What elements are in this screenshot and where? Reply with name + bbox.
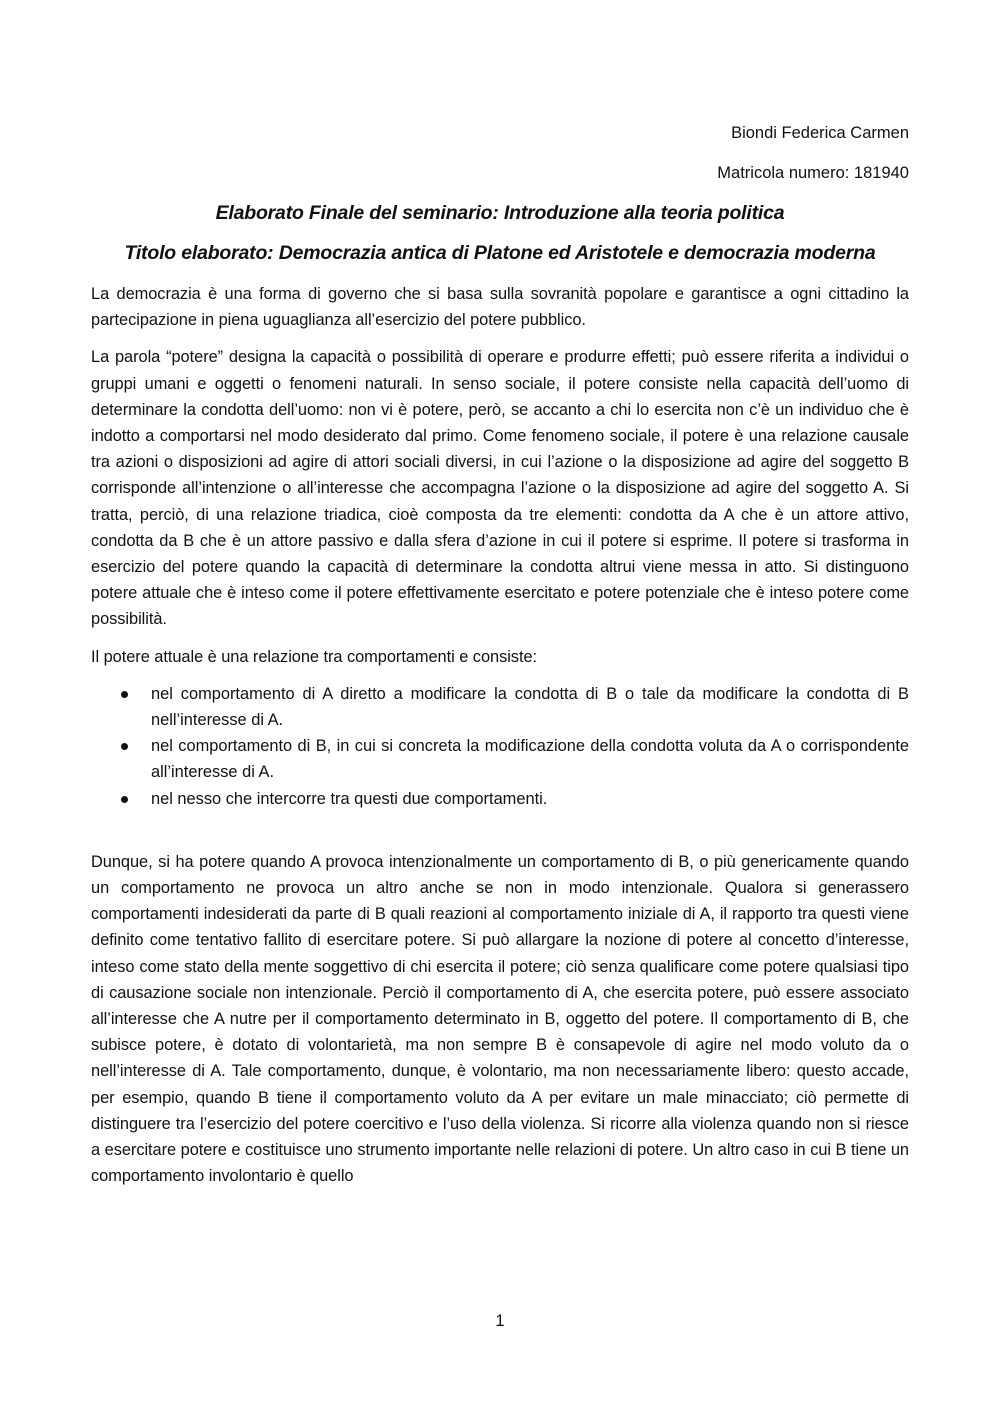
list-item — [91, 733, 909, 785]
paragraph-conclusion: Dunque, si ha potere quando A provoca intenzionalmente un comportamento di B, o più genericamente quando un comportamento ne provoca un altro anche se non in modo intenzionale. Qualora si generassero comportamenti indesiderati da parte di B quali reazioni al comportamento iniziale di A, il rapporto tra questi viene definito come tentativo fallito di esercitare potere. Si può allargare la nozione di potere al concetto d’interesse, inteso come stato della mente soggettivo di chi esercita il potere; ciò senza qualificare come potere qualsiasi tipo di causazione sociale non intenzionale. Perciò il comportamento di A, che esercita potere, può essere associato all’interesse che A nutre per il comportamento determinato in B, oggetto del potere. Il comportamento di B, che subisce potere, è dotato di volontarietà, ma non sempre B è consapevole di agire nel modo voluto da o nell’interesse di A. Tale comportamento, dunque, è volontario, ma non necessariamente libero: questo accade, per esempio, quando B tiene il comportamento voluto da A per evitare un male minacciato; ciò permette di distinguere tra l’esercizio del potere coercitivo e l’uso della violenza. Si ricorre alla violenza quando non si riesce a esercitare potere e costituisce uno strumento importante nelle relazioni di potere. Un altro caso in cui B tiene un comportamento involontario è quello — [91, 852, 909, 1186]
list-item-text: nel comportamento di A diretto a modificare la condotta di B o tale da modificare la condotta di B nell’interesse di A. — [151, 684, 909, 730]
bullet-icon — [121, 691, 128, 698]
list-item-text: nel nesso che intercorre tra questi due comportamenti. — [151, 789, 548, 808]
page-content — [91, 119, 909, 1201]
blank-line — [91, 812, 909, 849]
student-id: Matricola numero: 181940 — [717, 164, 909, 182]
thesis-title: Titolo elaborato: Democrazia antica di Platone ed Aristotele e democrazia moderna — [124, 242, 876, 264]
list-item — [91, 681, 909, 733]
paragraph-actual-power: Il potere attuale è una relazione tra comportamenti e consiste: — [91, 647, 538, 666]
list-item-text: nel comportamento di B, in cui si concreta la modificazione della condotta voluta da A o corrispondente all’interesse di A. — [151, 737, 909, 782]
paragraph-intro: La democrazia è una forma di governo che si basa sulla sovranità popolare e garantisce a ogni cittadino la partecipazione in piena uguaglianza all’esercizio del potere pubblico. — [91, 285, 909, 330]
bullet-icon — [121, 743, 128, 750]
author-name: Biondi Federica Carmen — [731, 124, 909, 142]
paragraph-power-definition: La parola “potere” designa la capacità o possibilità di operare e produrre effetti; può essere riferita a individui o gruppi umani e oggetti o fenomeni naturali. In senso sociale, il potere consiste nella capacità dell’uomo di determinare la condotta dell’uomo: non vi è potere, però, se accanto a chi lo esercita non c’è un individuo che è indotto a comportarsi nel modo desiderato dal primo. Come fenomeno sociale, il potere è una relazione causale tra azioni o disposizioni ad agire di attori sociali diversi, in cui l’azione o la disposizione ad agire del soggetto B corrisponde all’intenzione o all’interesse che accompagna l’azione o la disposizione ad agire del soggetto A. Si tratta, perciò, di una relazione triadica, cioè composta da tre elementi: condotta da A che è un attore attivo, condotta da B che è un attore passivo e dalla sfera d’azione in cui il potere si esprime. Il potere si trasforma in esercizio del potere quando la capacità di determinare la condotta altrui viene messa in atto. Si distinguono potere attuale che è inteso come il potere effettivamente esercitato e potere potenziale che è inteso potere come possibilità. — [91, 348, 909, 629]
list-item — [91, 786, 909, 812]
bullet-icon — [121, 796, 128, 803]
seminar-title: Elaborato Finale del seminario: Introduzione alla teoria politica — [215, 202, 785, 224]
page-number: 1 — [495, 1312, 505, 1330]
bullet-list — [91, 681, 909, 812]
